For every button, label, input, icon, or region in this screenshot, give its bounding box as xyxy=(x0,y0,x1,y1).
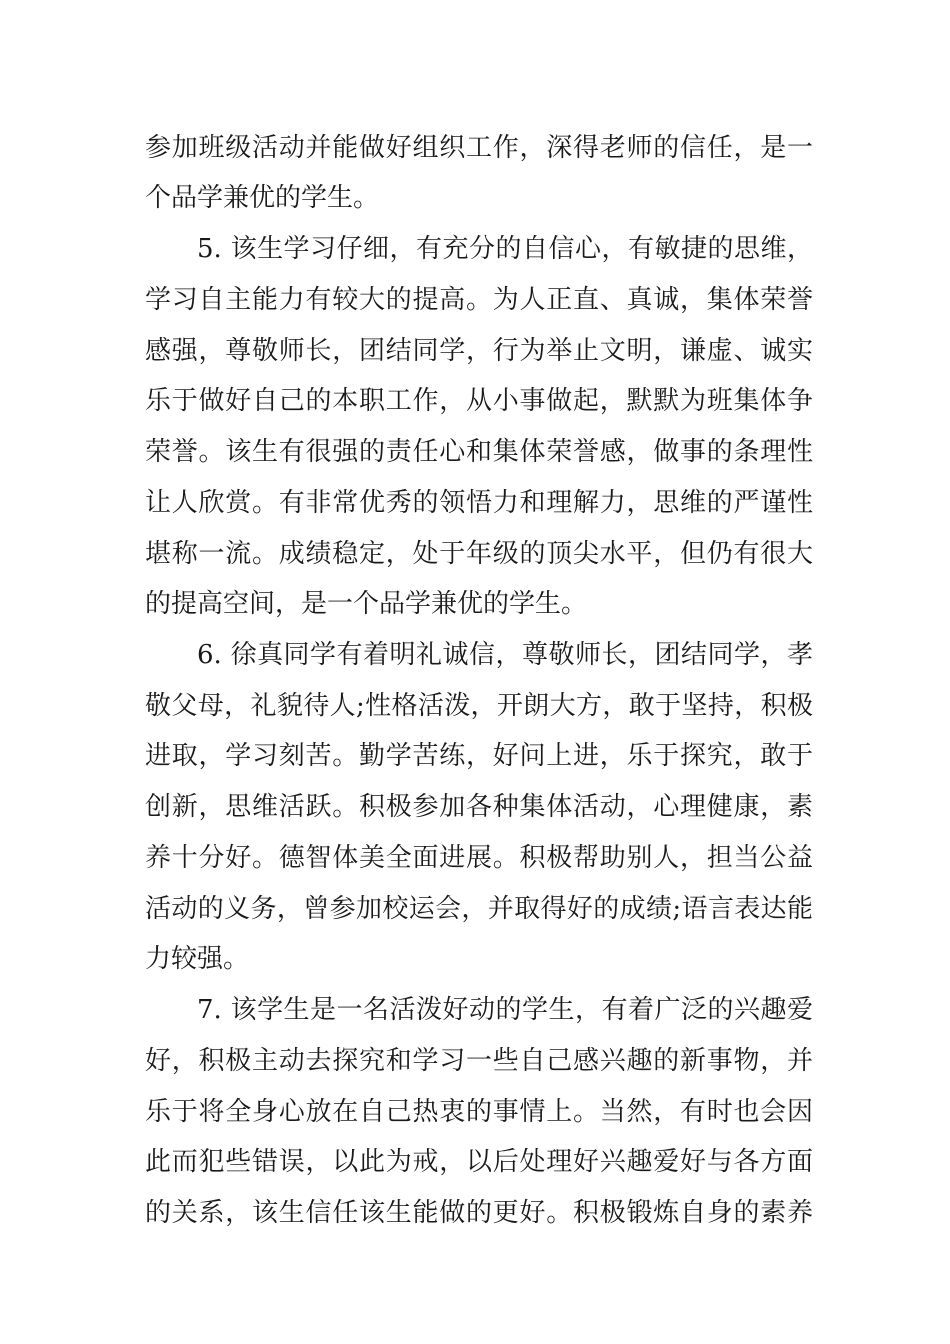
text-line: 乐于将全身心放在自己热衷的事情上。当然，有时也会因 xyxy=(145,1097,813,1127)
text-line: 的提高空间，是一个品学兼优的学生。 xyxy=(145,589,588,619)
text-line: 创新，思维活跃。积极参加各种集体活动，心理健康，素 xyxy=(145,792,813,822)
text-line: 5. 该生学习仔细，有充分的自信心，有敏捷的思维， xyxy=(197,234,813,264)
text-line: 让人欣赏。有非常优秀的领悟力和理解力，思维的严谨性 xyxy=(145,488,813,518)
text-line: 进取，学习刻苦。勤学苦练，好问上进，乐于探究，敢于 xyxy=(145,741,813,771)
text-line: 6. 徐真同学有着明礼诚信，尊敬师长，团结同学，孝 xyxy=(197,640,813,670)
text-line: 此而犯些错误，以此为戒，以后处理好兴趣爱好与各方面 xyxy=(145,1147,813,1177)
text-line: 学习自主能力有较大的提高。为人正直、真诚，集体荣誉 xyxy=(145,285,813,315)
text-line: 堪称一流。成绩稳定，处于年级的顶尖水平，但仍有很大 xyxy=(145,539,813,569)
text-line: 敬父母，礼貌待人;性格活泼，开朗大方，敢于坚持，积极 xyxy=(145,691,813,721)
text-line: 7. 该学生是一名活泼好动的学生，有着广泛的兴趣爱 xyxy=(197,995,813,1025)
text-line: 力较强。 xyxy=(145,944,250,974)
text-line: 感强，尊敬师长，团结同学，行为举止文明，谦虚、诚实 xyxy=(145,336,813,366)
text-line: 乐于做好自己的本职工作，从小事做起，默默为班集体争 xyxy=(145,386,813,416)
text-line: 活动的义务，曾参加校运会，并取得好的成绩;语言表达能 xyxy=(145,894,813,924)
text-line: 参加班级活动并能做好组织工作，深得老师的信任，是一 xyxy=(145,133,813,163)
text-line: 个品学兼优的学生。 xyxy=(145,183,380,213)
text-line: 荣誉。该生有很强的责任心和集体荣誉感，做事的条理性 xyxy=(145,437,813,467)
text-line: 养十分好。德智体美全面进展。积极帮助别人，担当公益 xyxy=(145,843,813,873)
text-line: 好，积极主动去探究和学习一些自己感兴趣的新事物，并 xyxy=(145,1046,813,1076)
text-line: 的关系，该生信任该生能做的更好。积极锻炼自身的素养 xyxy=(145,1198,813,1228)
